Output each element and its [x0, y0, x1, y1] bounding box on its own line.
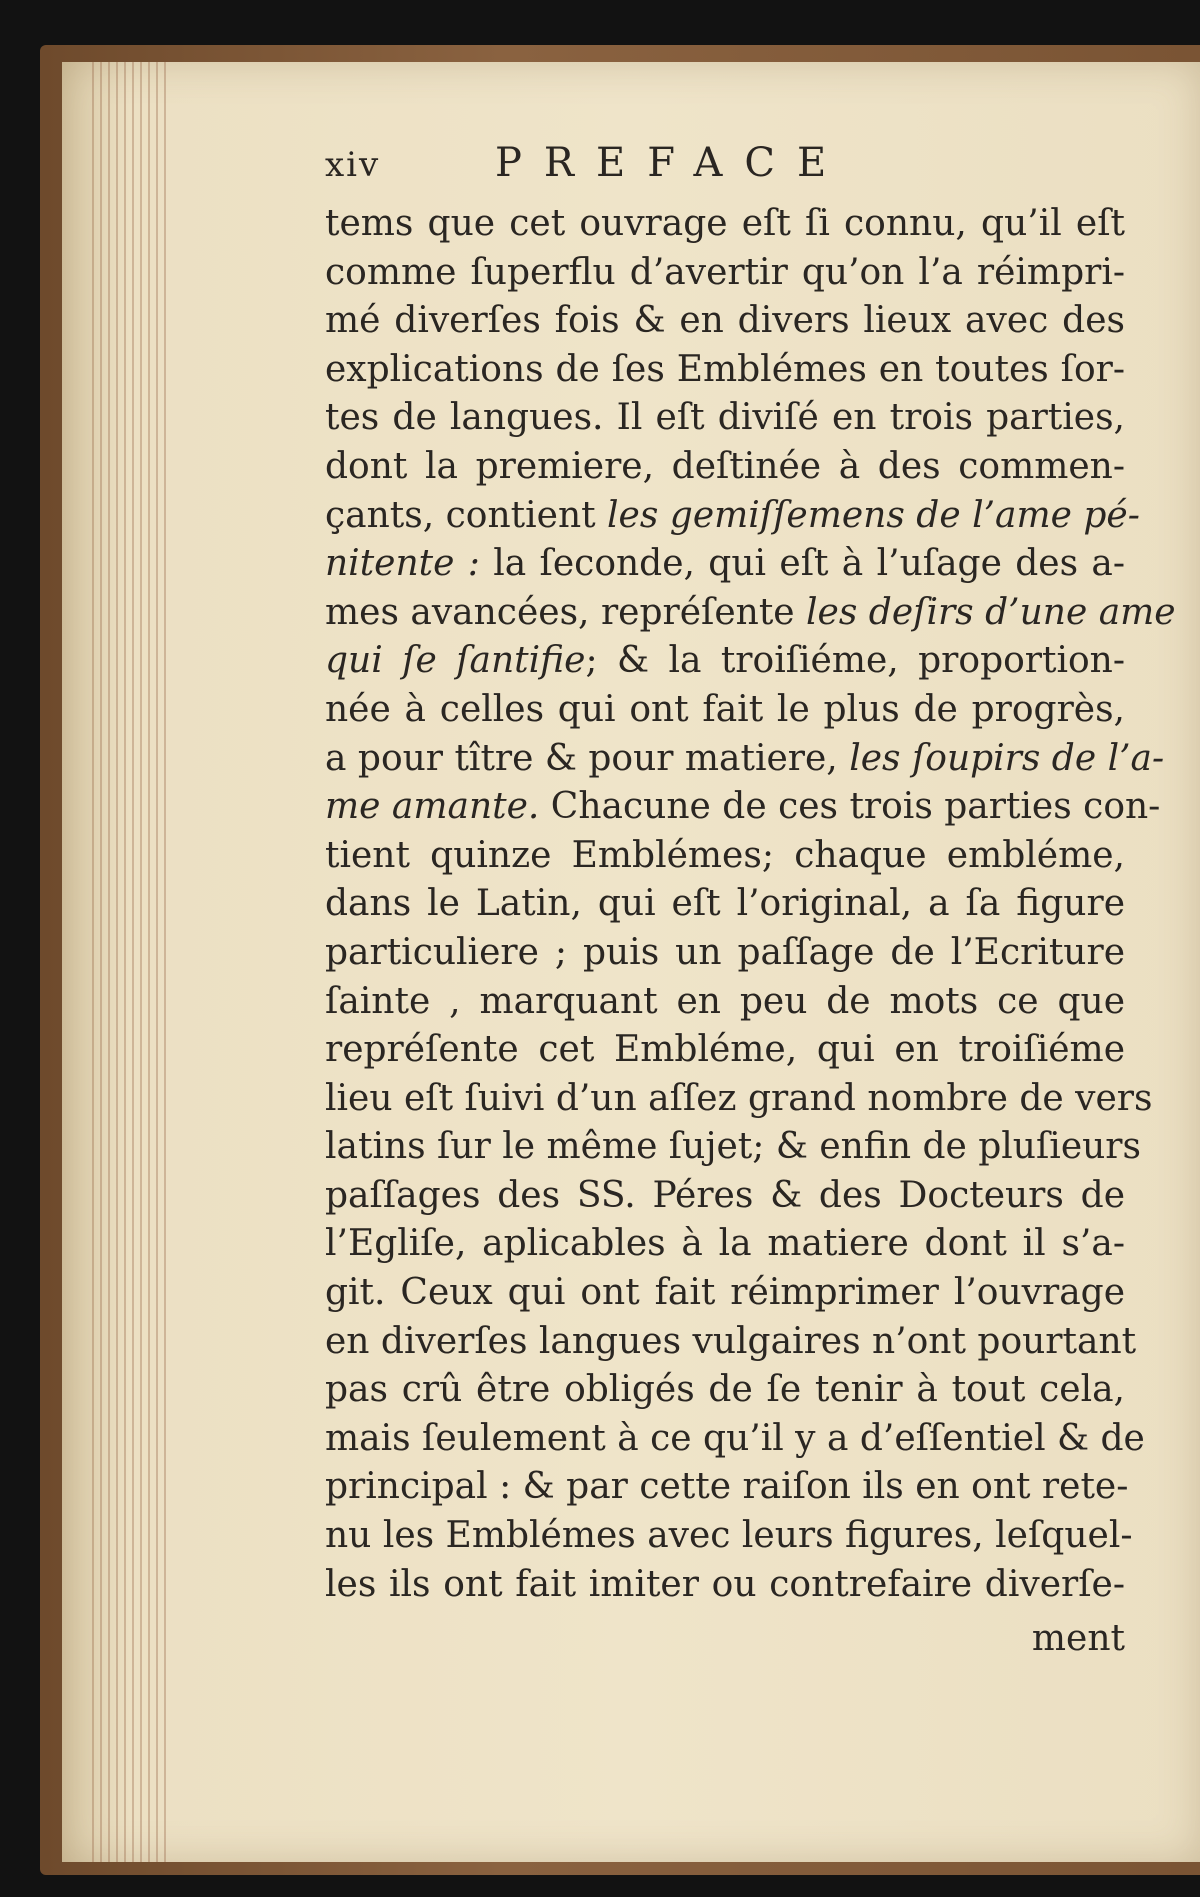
roman-text: l’Egliſe, aplicables à la matiere dont il s’a- [325, 1223, 1125, 1265]
italic-text: qui ſe ſantifie [325, 640, 586, 682]
roman-text: comme ſuperflu d’avertir qu’on l’a réimpri- [325, 251, 1125, 293]
text-line [325, 686, 1125, 735]
catchword: ment [1031, 1618, 1125, 1660]
text-line [325, 1220, 1125, 1269]
text-line [325, 637, 1125, 686]
roman-text: latins ſur le même ſujet; & enfin de pluſieurs [325, 1126, 1141, 1168]
page-edges [92, 62, 172, 1862]
roman-text: git. Ceux qui ont fait réimprimer l’ouvrage [325, 1272, 1125, 1314]
roman-text: principal : & par cette raiſon ils en ont rete- [325, 1466, 1129, 1508]
text-line [325, 783, 1161, 832]
italic-text: les gemiſſemens de l’ame pé- [607, 494, 1140, 536]
roman-text: explications de ſes Emblémes en toutes ſor- [325, 348, 1125, 390]
text-line [325, 589, 1176, 638]
roman-text: pas crû être obligés de ſe tenir à tout cela, [325, 1369, 1125, 1411]
text-line [325, 1366, 1125, 1415]
roman-text: nu les Emblémes avec leurs figures, leſquel- [325, 1515, 1133, 1557]
roman-text: la ſeconde, qui eſt à l’uſage des a- [479, 543, 1126, 585]
page-number: xiv [325, 145, 381, 185]
roman-text: ſainte , marquant en peu de mots ce que [325, 980, 1125, 1022]
running-title: PREFACE [495, 140, 849, 186]
roman-text: çants, contient [325, 494, 608, 536]
text-line [325, 880, 1125, 929]
text-line [325, 1415, 1145, 1464]
italic-text: nitente : [325, 543, 480, 585]
roman-text: née à celles qui ont fait le plus de progrès, [325, 688, 1125, 730]
text-line [325, 1269, 1125, 1318]
roman-text: dont la premiere, deſtinée à des commen- [325, 445, 1125, 487]
roman-text: Chacune de ces trois parties con- [539, 786, 1161, 828]
text-line [325, 1512, 1133, 1561]
roman-text: en diverſes langues vulgaires n’ont pourtant [325, 1320, 1137, 1362]
text-line [325, 1463, 1129, 1512]
roman-text: a pour tître & pour matiere, [325, 737, 850, 779]
text-line [325, 1123, 1141, 1172]
roman-text: lieu eſt ſuivi d’un aſſez grand nombre de vers [325, 1077, 1153, 1119]
text-line [325, 443, 1125, 492]
text-line [325, 249, 1125, 298]
text-line [325, 832, 1125, 881]
text-line [325, 1561, 1125, 1610]
text-line [325, 297, 1125, 346]
roman-text: ; & la troiſiéme, proportion- [585, 640, 1125, 682]
roman-text: mes avancées, repréſente [325, 591, 807, 633]
text-line [325, 1172, 1125, 1221]
body-text [325, 200, 1176, 1609]
text-line [325, 492, 1140, 541]
running-head [325, 140, 1125, 200]
text-line [325, 978, 1125, 1027]
roman-text: mé diverſes fois & en divers lieux avec des [325, 300, 1125, 342]
text-line [325, 735, 1165, 784]
roman-text: tient quinze Emblémes; chaque embléme, [325, 834, 1125, 876]
text-line [325, 200, 1125, 249]
text-line [325, 540, 1125, 589]
italic-text: les deſirs d’une ame [806, 591, 1176, 633]
text-line [325, 1075, 1153, 1124]
roman-text: particuliere ; puis un paſſage de l’Ecriture [325, 931, 1125, 973]
roman-text: mais ſeulement à ce qu’il y a d’eſſentiel & de [325, 1417, 1145, 1459]
italic-text: me amante. [325, 786, 540, 828]
roman-text: tems que cet ouvrage eſt ſi connu, qu’il eſt [325, 203, 1125, 244]
text-line [325, 1026, 1125, 1075]
italic-text: les ſoupirs de l’a- [849, 737, 1165, 779]
roman-text: dans le Latin, qui eſt l’original, a ſa figure [325, 883, 1125, 925]
text-line [325, 929, 1125, 978]
text-line [325, 1318, 1137, 1367]
roman-text: paſſages des SS. Péres & des Docteurs de [325, 1174, 1125, 1216]
text-line [325, 394, 1125, 443]
text-line [325, 346, 1125, 395]
roman-text: les ils ont fait imiter ou contrefaire diverſe- [325, 1563, 1125, 1605]
roman-text: repréſente cet Embléme, qui en troiſiéme [325, 1029, 1125, 1071]
text-block [325, 140, 1176, 1663]
roman-text: tes de langues. Il eſt diviſé en trois parties, [325, 397, 1125, 439]
